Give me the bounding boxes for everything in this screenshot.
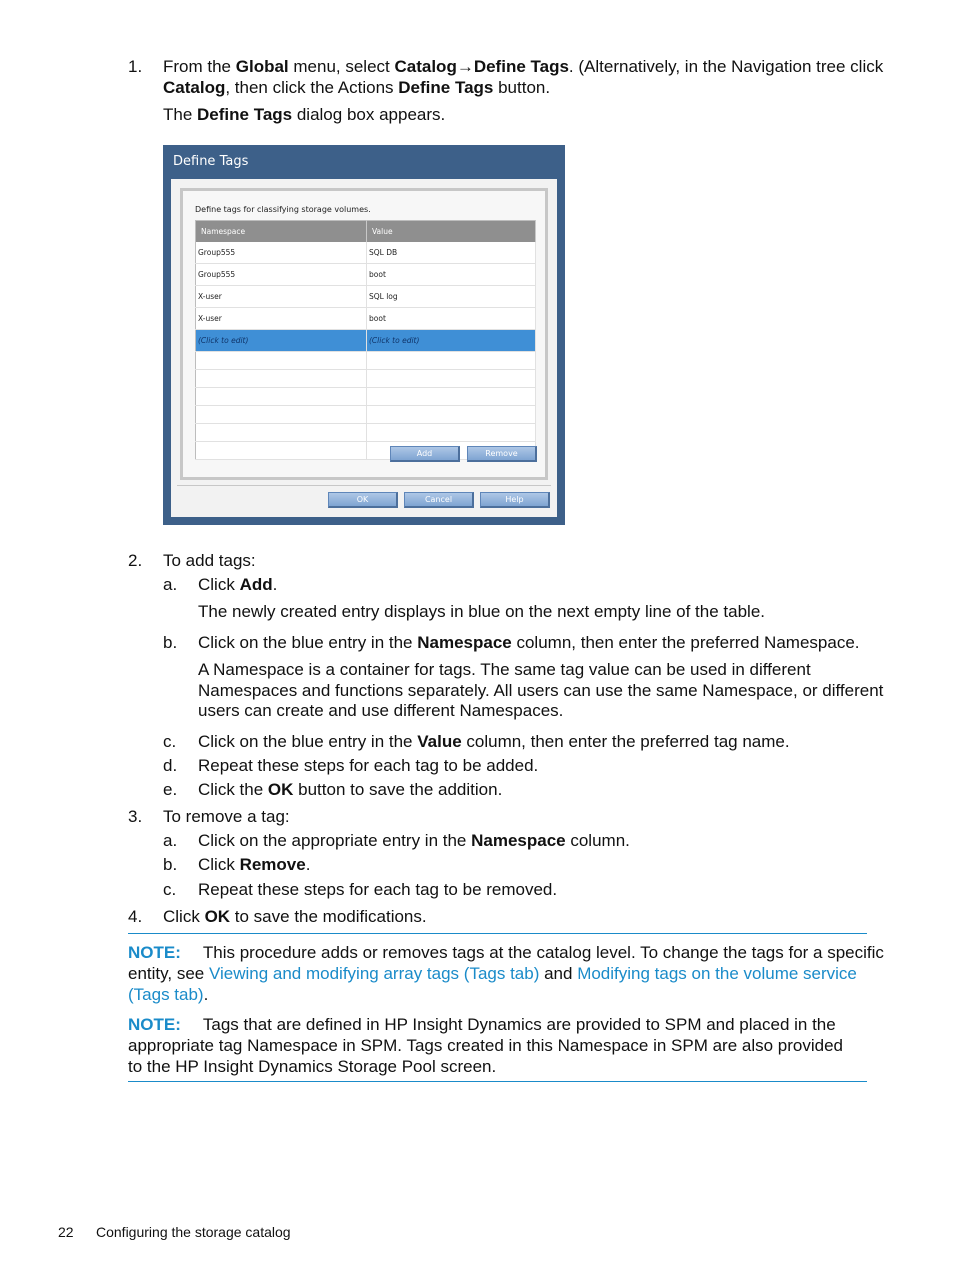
step-3-text: To remove a tag: — [163, 807, 290, 826]
dialog-title: Define Tags — [173, 154, 249, 169]
note-2-label: NOTE: — [128, 1015, 181, 1034]
step-2-number: 2. — [128, 551, 143, 570]
step-2e-text: Click the OK button to save the addition. — [198, 780, 503, 799]
step-1-line-2: Catalog, then click the Actions Define Tags button. — [163, 78, 551, 97]
step-1-line-1: From the Global menu, select Catalog→Define Tags. (Alternatively, in the Navigation tree click — [163, 57, 884, 76]
table-row[interactable] — [196, 264, 536, 286]
namespace-cell[interactable]: Group555 — [196, 242, 367, 264]
define-tags-dialog-screenshot — [163, 145, 565, 525]
step-1-result: The Define Tags dialog box appears. — [163, 105, 446, 124]
note-1-label: NOTE: — [128, 943, 181, 962]
value-cell[interactable]: SQL DB — [367, 242, 536, 264]
link-modifying-volume-tags-cont[interactable]: (Tags tab) — [128, 985, 204, 1004]
namespace-cell[interactable]: (Click to edit) — [196, 330, 367, 352]
table-row-selected[interactable] — [196, 330, 536, 352]
link-viewing-array-tags[interactable]: Viewing and modifying array tags (Tags tab) — [208, 964, 540, 983]
step-3c-letter: c. — [163, 880, 177, 899]
note-1-line-3: (Tags tab). — [128, 985, 209, 1004]
value-cell[interactable]: boot — [367, 264, 536, 286]
table-row-empty[interactable] — [196, 388, 536, 406]
step-2e-letter: e. — [163, 780, 178, 799]
step-3a-text: Click on the appropriate entry in the Namespace column. — [198, 831, 630, 850]
table-row[interactable] — [196, 286, 536, 308]
table-row-empty[interactable] — [196, 424, 536, 442]
dialog-description: Define tags for classifying storage volumes. — [195, 205, 371, 214]
step-4-number: 4. — [128, 907, 143, 926]
step-3c-text: Repeat these steps for each tag to be removed. — [198, 880, 558, 899]
step-3b-text: Click Remove. — [198, 855, 311, 874]
cancel-button[interactable]: Cancel — [404, 492, 474, 508]
step-3b-letter: b. — [163, 855, 178, 874]
tags-table — [195, 220, 536, 460]
table-row-empty[interactable] — [196, 406, 536, 424]
note-2-line-2: appropriate tag Namespace in SPM. Tags created in this Namespace in SPM are also provided — [128, 1036, 844, 1055]
column-header-value[interactable]: Value — [367, 221, 536, 243]
step-3-number: 3. — [128, 807, 143, 826]
note-1-line-2: entity, see Viewing and modifying array tags (Tags tab) and Modifying tags on the volume service — [128, 964, 857, 983]
namespace-cell[interactable]: Group555 — [196, 264, 367, 286]
step-2b-explanation-2: Namespaces and functions separately. All users can use the same Namespace, or different — [198, 681, 884, 700]
page-number: 22 — [58, 1224, 74, 1240]
note-2-bottom-rule — [128, 1081, 867, 1082]
step-1-number: 1. — [128, 57, 143, 76]
note-1-line-1: NOTE: This procedure adds or removes tags at the catalog level. To change the tags for a specific — [128, 943, 884, 962]
help-button[interactable]: Help — [480, 492, 550, 508]
step-2a-result: The newly created entry displays in blue on the next empty line of the table. — [198, 602, 765, 621]
step-2b-letter: b. — [163, 633, 178, 652]
step-2a-text: Click Add. — [198, 575, 278, 594]
step-2b-explanation-3: users can create and use different Namespaces. — [198, 701, 564, 720]
step-2d-letter: d. — [163, 756, 178, 775]
divider — [177, 485, 551, 486]
step-4-text: Click OK to save the modifications. — [163, 907, 427, 926]
step-2b-explanation-1: A Namespace is a container for tags. The same tag value can be used in different — [198, 660, 811, 679]
step-2b-text: Click on the blue entry in the Namespace column, then enter the preferred Namespace. — [198, 633, 860, 652]
add-button[interactable]: Add — [390, 446, 460, 462]
column-header-namespace[interactable]: Namespace — [196, 221, 367, 243]
step-2d-text: Repeat these steps for each tag to be added. — [198, 756, 539, 775]
step-2c-letter: c. — [163, 732, 177, 751]
namespace-cell[interactable]: X-user — [196, 308, 367, 330]
tags-table-header — [196, 221, 536, 243]
table-row-empty[interactable] — [196, 352, 536, 370]
note-1-top-rule — [128, 933, 867, 934]
step-2-text: To add tags: — [163, 551, 256, 570]
step-3a-letter: a. — [163, 831, 178, 850]
table-row-empty[interactable] — [196, 370, 536, 388]
step-2c-text: Click on the blue entry in the Value column, then enter the preferred tag name. — [198, 732, 790, 751]
table-row[interactable] — [196, 242, 536, 264]
namespace-cell[interactable]: X-user — [196, 286, 367, 308]
note-2-line-3: to the HP Insight Dynamics Storage Pool screen. — [128, 1057, 497, 1076]
value-cell[interactable]: SQL log — [367, 286, 536, 308]
value-cell[interactable]: (Click to edit) — [367, 330, 536, 352]
step-2a-letter: a. — [163, 575, 178, 594]
table-row[interactable] — [196, 308, 536, 330]
dialog-client-area — [171, 179, 557, 517]
tags-panel — [180, 188, 548, 480]
link-modifying-volume-tags[interactable]: Modifying tags on the volume service — [577, 964, 857, 983]
value-cell[interactable]: boot — [367, 308, 536, 330]
ok-button[interactable]: OK — [328, 492, 398, 508]
footer-section-title: Configuring the storage catalog — [96, 1224, 291, 1240]
note-2-line-1: NOTE: Tags that are defined in HP Insight Dynamics are provided to SPM and placed in the — [128, 1015, 836, 1034]
remove-button[interactable]: Remove — [467, 446, 537, 462]
